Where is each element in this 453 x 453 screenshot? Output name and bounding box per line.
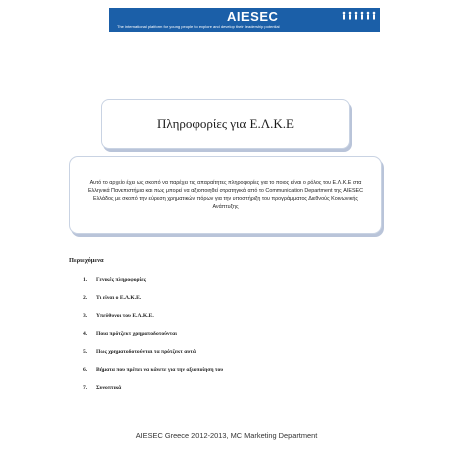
toc-item[interactable]: 6. Βήματα που πρέπει να κάνετε για την αξιοποίηση του <box>83 367 224 373</box>
description-text: Αυτό το αρχείο έχει ως σκοπό να παρέχει τις απαραίτητες πληροφορίες για το ποιος είναι ο ρόλος του Ε.Λ.Κ.Ε στα Ελληνικά Πανεπιστήμια και πως μπορεί να αξιοποιηθεί στρατηγικά από το Communication Department της AIESEC Ελλάδος με σκοπό την εύρεση χρηματικών πόρων για την υποστήριξη του προγράμματος Διεθνούς Κοινωνικής Ανάπτυξης <box>87 180 364 210</box>
toc-heading: Περιεχόμενα <box>69 257 104 264</box>
toc-item[interactable]: 2. Τι είναι ο Ε.Λ.Κ.Ε. <box>83 295 142 301</box>
toc-item[interactable]: 3. Υπεύθυνοι του Ε.Λ.Κ.Ε. <box>83 313 154 319</box>
document-title: Πληροφορίες για Ε.Λ.Κ.Ε <box>157 116 294 131</box>
description-box <box>69 156 382 234</box>
page-footer: AIESEC Greece 2012-2013, MC Marketing Department <box>135 431 318 440</box>
toc-item[interactable]: 4. Ποια πρότζεκτ χρηματοδοτούνται <box>83 331 177 337</box>
header-banner <box>109 8 380 32</box>
people-figures-icon <box>341 11 377 21</box>
banner-tagline: The international platform for young people to explore and develop their leadership potential <box>117 24 280 29</box>
title-box <box>101 99 350 149</box>
aiesec-logo: AIESEC <box>227 9 279 24</box>
toc-item[interactable]: 1. Γενικές πληροφορίες <box>83 277 146 283</box>
toc-item[interactable]: 5. Πως χρηματοδοτούνται τα πρότζεκτ αυτά <box>83 349 196 355</box>
toc-item[interactable]: 7. Συνοπτικά <box>83 385 122 391</box>
